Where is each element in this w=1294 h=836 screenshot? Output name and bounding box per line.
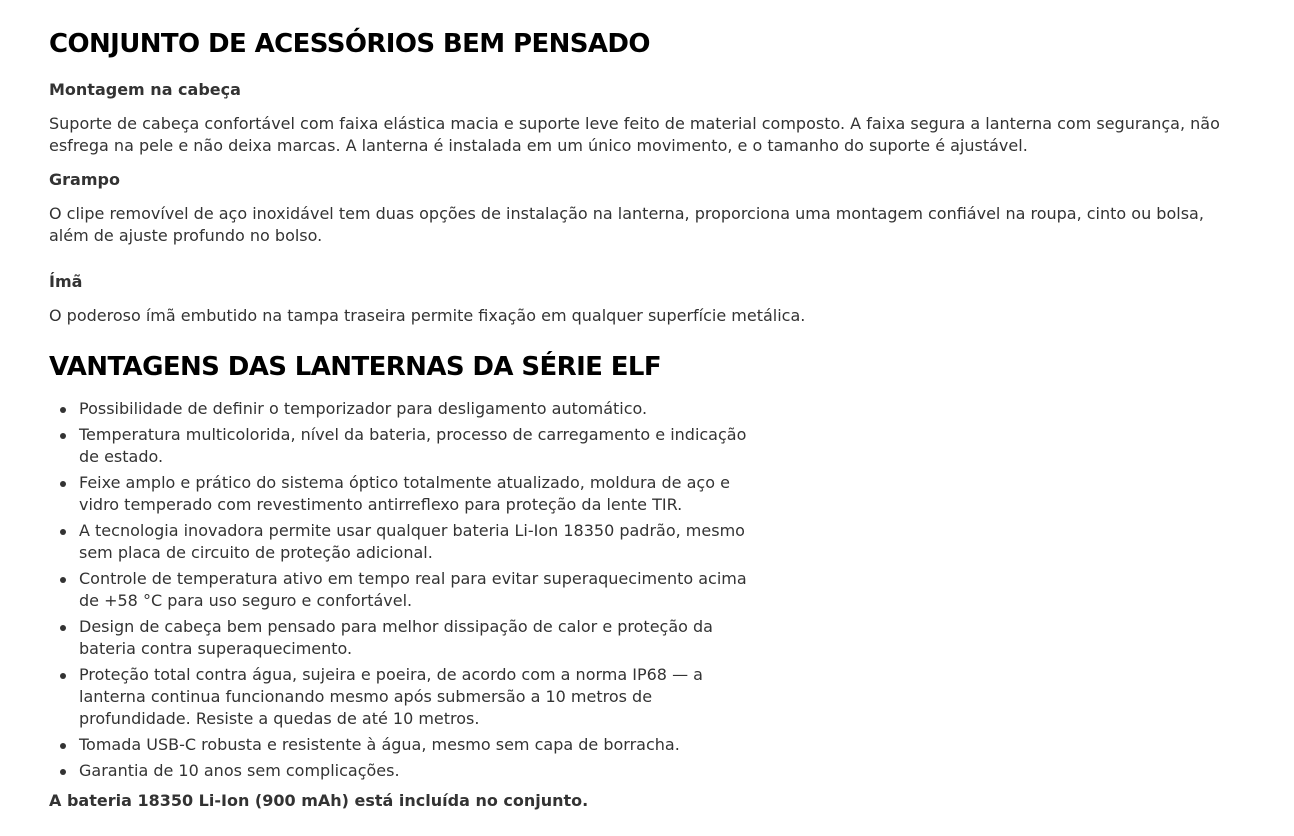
list-item: [49, 520, 749, 564]
advantages-heading: VANTAGENS DAS LANTERNAS DA SÉRIE ELF: [49, 352, 662, 382]
list-item: [49, 568, 749, 612]
battery-included-note: A bateria 18350 Li-Ion (900 mAh) está incluída no conjunto.: [49, 791, 589, 810]
list-item-text: Controle de temperatura ativo em tempo real para evitar superaquecimento acima de +58 °C para uso seguro e confortável.: [79, 569, 747, 610]
bullet-icon: [60, 673, 66, 679]
accessories-heading: CONJUNTO DE ACESSÓRIOS BEM PENSADO: [49, 29, 650, 59]
list-item: [49, 424, 749, 468]
bullet-icon: [60, 743, 66, 749]
bullet-icon: [60, 433, 66, 439]
list-item: [49, 616, 749, 660]
bullet-icon: [60, 769, 66, 775]
list-item-text: Tomada USB-C robusta e resistente à água, mesmo sem capa de borracha.: [79, 735, 680, 754]
list-item-text: Design de cabeça bem pensado para melhor dissipação de calor e proteção da bateria contra superaquecimento.: [79, 617, 713, 658]
list-item-text: Garantia de 10 anos sem complicações.: [79, 761, 400, 780]
list-item: [49, 760, 749, 782]
bullet-icon: [60, 407, 66, 413]
bullet-icon: [60, 577, 66, 583]
head-mount-description: Suporte de cabeça confortável com faixa elástica macia e suporte leve feito de material composto. A faixa segura a lanterna com segurança, não esfrega na pele e não deixa marcas. A lanterna é instalada em um único movimento, e o tamanho do suporte é ajustável.: [49, 114, 1220, 155]
bullet-icon: [60, 529, 66, 535]
list-item: [49, 664, 749, 730]
magnet-description: O poderoso ímã embutido na tampa traseira permite fixação em qualquer superfície metálica.: [49, 306, 806, 325]
list-item-text: Feixe amplo e prático do sistema óptico totalmente atualizado, moldura de aço e vidro temperado com revestimento antirreflexo para proteção da lente TIR.: [79, 473, 730, 514]
magnet-subheading: Ímã: [49, 272, 83, 291]
list-item: [49, 472, 749, 516]
clip-description: O clipe removível de aço inoxidável tem duas opções de instalação na lanterna, proporciona uma montagem confiável na roupa, cinto ou bolsa, além de ajuste profundo no bolso.: [49, 204, 1204, 245]
bullet-icon: [60, 481, 66, 487]
list-item-text: Proteção total contra água, sujeira e poeira, de acordo com a norma IP68 — a lanterna continua funcionando mesmo após submersão a 10 metros de profundidade. Resiste a quedas de até 10 metros.: [79, 665, 703, 728]
head-mount-subheading: Montagem na cabeça: [49, 80, 241, 99]
list-item: [49, 734, 749, 756]
advantages-list: [49, 398, 749, 786]
list-item: [49, 398, 749, 420]
list-item-text: Possibilidade de definir o temporizador para desligamento automático.: [79, 399, 648, 418]
list-item-text: A tecnologia inovadora permite usar qualquer bateria Li-Ion 18350 padrão, mesmo sem placa de circuito de proteção adicional.: [79, 521, 745, 562]
bullet-icon: [60, 625, 66, 631]
list-item-text: Temperatura multicolorida, nível da bateria, processo de carregamento e indicação de estado.: [79, 425, 747, 466]
clip-subheading: Grampo: [49, 170, 120, 189]
